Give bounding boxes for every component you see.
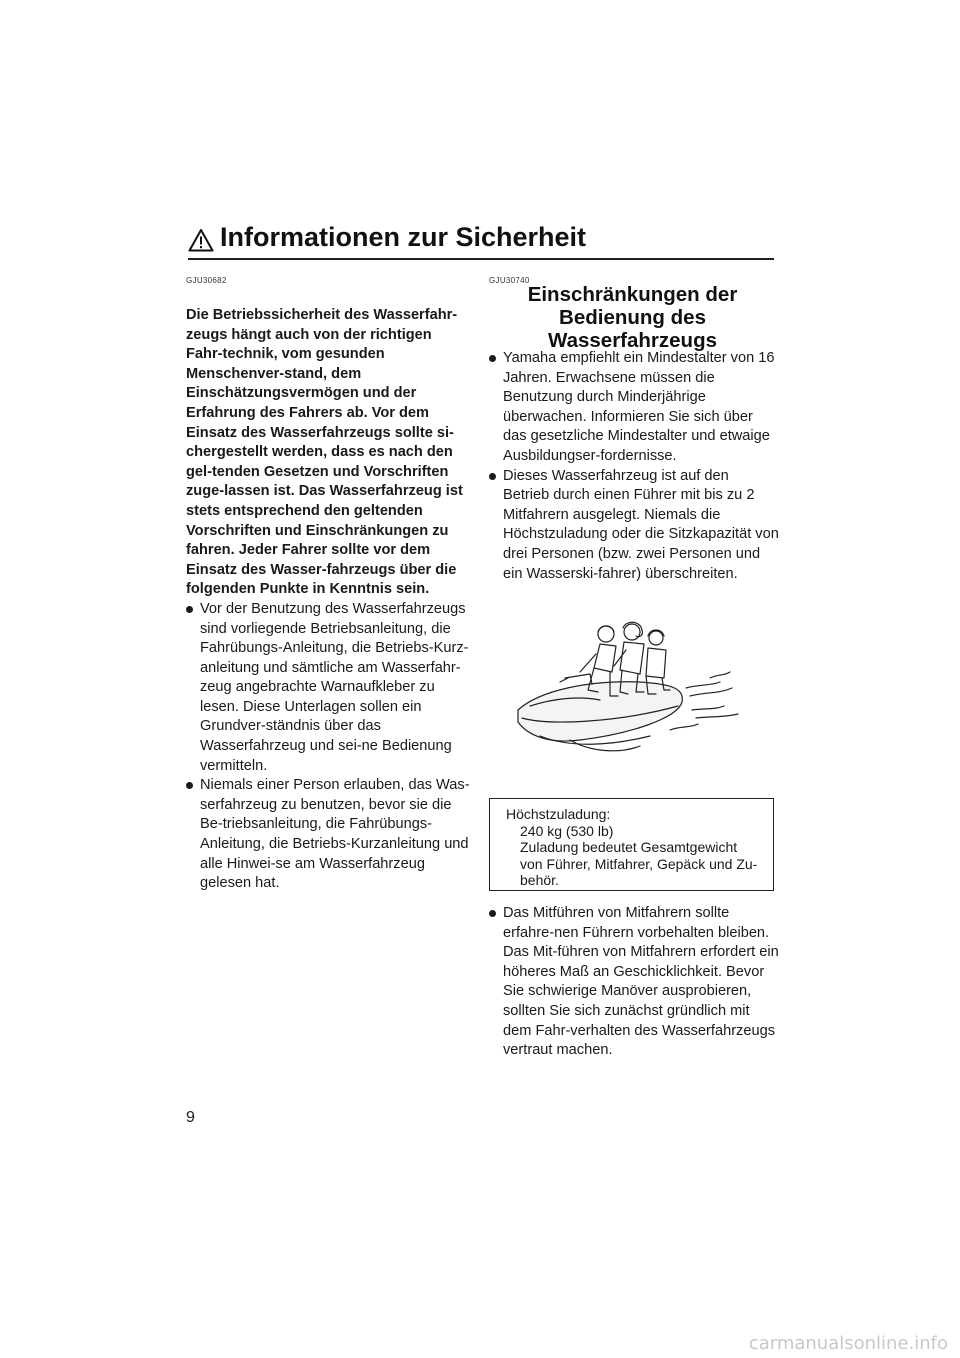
- list-item: Das Mitführen von Mitfahrern sollte erfahre-nen Führern vorbehalten bleiben. Das Mit-führen von Mitfahrern erfordert ein höheres Maß an Geschicklichkeit. Bevor Sie schwierige Manöver ausprobieren, sollten Sie sich zunächst gründlich mit dem Fahr-verhalten des Wasserfahrzeugs vertraut machen.: [489, 904, 779, 1061]
- intro-paragraph: Die Betriebssicherheit des Wasserfahr-zeugs hängt auch von der richtigen Fahr-technik, vom gesunden Menschenver-stand, dem Einschätzungsvermögen und der Erfahrung des Fahrers ab. Vor dem Einsatz des Wasserfahrzeugs sollte si-chergestellt werden, dass es nach den gel-tenden Gesetzen und Vorschriften zuge-lassen ist. Das Wasserfahrzeug ist stets entsprechend den geltenden Vorschriften und Einschränkungen zu fahren. Jeder Fahrer sollte vor dem Einsatz des Wasser-fahrzeugs über die folgenden Punkte in Kenntnis sein.: [186, 307, 463, 598]
- right-bullet-list: [489, 349, 779, 584]
- load-capacity-note: [489, 798, 774, 891]
- right-bullet-list-2: [489, 904, 779, 1061]
- watermark: carmanualsonline.info: [748, 1333, 948, 1354]
- bullet-icon: [489, 355, 496, 362]
- note-description: Zuladung bedeutet Gesamtgewicht von Führer, Mitfahrer, Gepäck und Zu-behör.: [520, 839, 758, 889]
- list-item: Vor der Benutzung des Wasserfahrzeugs sind vorliegende Betriebsanleitung, die Fahrübungs-Anleitung, die Betriebs-Kurz-anleitung und sämtliche am Wasserfahr-zeug angebrachte Warnaufkleber zu lesen. Diese Unterlagen sollen ein Grundver-ständnis über das Wasserfahrzeug und sei-ne Bedienung vermitteln.: [186, 600, 471, 776]
- section-code-left: GJU30682: [186, 276, 227, 285]
- bullet-icon: [489, 473, 496, 480]
- note-label: Höchstzuladung:: [506, 806, 611, 822]
- list-item: Yamaha empfiehlt ein Mindestalter von 16 Jahren. Erwachsene müssen die Benutzung durch Minderjährige überwachen. Informieren Sie sich über das gesetzliche Mindestalter und etwaige Ausbildungser-fordernisse.: [489, 349, 779, 467]
- bullet-icon: [186, 782, 193, 789]
- left-bullet-list: [186, 600, 471, 894]
- warning-triangle-icon: [188, 228, 214, 252]
- note-value: 240 kg (530 lb): [520, 822, 614, 839]
- left-column: [186, 306, 471, 894]
- list-item: Niemals einer Person erlauben, das Was-serfahrzeug zu benutzen, bevor sie die Be-triebsanleitung, die Fahrübungs-Anleitung, die Betriebs-Kurzanleitung und alle Hinwei-se am Wasserfahrzeug gelesen hat.: [186, 776, 471, 894]
- section-heading: Einschränkungen der Bedienung des Wasserfahrzeugs: [527, 283, 738, 352]
- right-column-continued: [489, 904, 779, 1061]
- page-number: 9: [186, 1109, 195, 1126]
- bullet-icon: [186, 606, 193, 613]
- watercraft-illustration: [510, 618, 745, 768]
- right-column: [489, 349, 779, 584]
- section-code-right: GJU30740: [489, 276, 530, 285]
- page-header: [188, 224, 774, 260]
- list-item: Dieses Wasserfahrzeug ist auf den Betrieb durch einen Führer mit bis zu 2 Mitfahrern ausgelegt. Niemals die Höchstzuladung oder die Sitzkapazität von drei Personen (bzw. zwei Personen und ein Wasserski-fahrer) überschreiten.: [489, 467, 779, 585]
- page-title: Informationen zur Sicherheit: [220, 222, 587, 252]
- bullet-icon: [489, 910, 496, 917]
